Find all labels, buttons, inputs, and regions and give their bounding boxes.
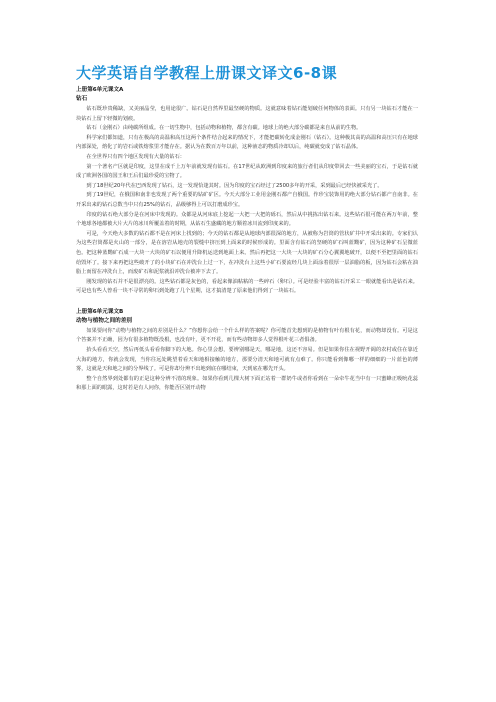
paragraph: 整个自然界到处都有的正是这种分辨不清的现象。如果你看到几棵大树下面正站着一群奶牛或者你看到在一朵牵牛花当中有一只蜜蜂正吸吮花蕊和那上面的眼露，这时若是有人问你，你能否区别开动物 — [76, 375, 418, 392]
section-a-subtitle: 钻石 — [76, 96, 88, 102]
paragraph: 刚发现的钻石并不是很漂亮的。这些钻石都是灰色的，看起来像油粘粘的一些碎石（卵石）。可是经验丰富的钻石开采工一眼就能看出是钻石来。可是也有些人曾看一块不寻常的卵石到处跑了几个星期，这才搞清楚了原来他们得到了一块钻石。 — [76, 278, 418, 295]
paragraph: 印度的钻石绝大部分是在河床中发现的。众都是从河床底上挖起一大把一大把的砾石，然后从中挑拣出钻石来。这些钻石很可能在两万年前，整个地球各地都被大片大片的冰川所覆盖着的时期，从钻石生盛藏的地方顺着冰川流到印度来的。 — [76, 211, 418, 228]
paragraph: 钻石（金刚石）由纯碳所组成。在一切生物中，包括动物和植物，都含有碳。地球上的绝大部分碳都是来自从前的生物。 — [86, 125, 362, 132]
paragraph: 抬头看看天空，然后再低头看看你脚下的大地。你心里会想，要辨别哪是天，哪是地，这还不容易。但是如果你住在视野开阔的农村或住在靠近大海的地方，你就会发现，当你往远处眺望着看天和地相接触的地方，那要分清天和地可就有点难了。你只能看到像哪一样的细细的一片蓝色的薄雾，这就是天和地之间的分界线了。可是你却分辨不出地到底在哪结束，天到底在哪先开头。 — [76, 347, 418, 373]
paragraph: 第一个著名产区就是印度，这里在成千上万年前就发现有钻石。在17世纪从欧洲到印度来的旅行者们从印度带回去一些美丽的宝石，于是钻石就成了欧洲各国的国王和王后们最珍爱的宝物了。 — [76, 163, 418, 180]
paragraph: 在全世界只有四个地区发现有大量的钻石： — [86, 153, 185, 160]
section-b-heading: 上册第6单元课文B — [76, 308, 124, 315]
paragraph: 到了18世纪20年代在巴西发现了钻石，这一发现恰逢其时。因为印度的宝石经过了2500多年的开采，采到最后已经快被采光了。 — [86, 182, 383, 189]
section-b-subtitle: 动物与植物之间的差别 — [76, 317, 132, 324]
paragraph: 科学家们都知道，只有在极高的高温和高压这两个条件结合起来的情况下，才能把碳转化成金刚石（钻石）。这种极其高的高温和高压只有在地球内部深处，熔化了的岩石或铁熔浆里才能存在。据认为在数百万年以前，这种液态的物质冷却以后，纯碳就变成了钻石晶体。 — [76, 134, 418, 151]
paragraph: 到了19世纪，在俄国和南非也发现了两个重要的钻矿矿区。今天大部分工业用金刚石都产自俄国。作珍宝装饰用的绝大部分钻石都产自南非。在开采出来的钻石总数当中只有25%的钻石，品级够得上可以打磨成珍宝。 — [76, 192, 418, 208]
section-spacer — [76, 297, 418, 308]
document-title: 大学英语自学教程上册课文译文6-8课 — [76, 64, 338, 82]
document-body — [76, 86, 418, 394]
paragraph: 如果要问你“动物与植物之间的差别是什么？”你想你会给一个什么样的答案呢？你可能首先想到的是植物有叶有根有花，而动物却没有。可是这个答案并不正确，因为有很多植物既没根，也没有叶，更不开花，而有些动物却多人觉得根叶花三者俱备。 — [76, 327, 418, 344]
section-a-heading: 上册第6单元课文A — [76, 87, 124, 93]
paragraph: 钻石既珍贵稀缺，又美丽晶莹，也用途很广。钻石是自然界里最坚硬的物质。这就意味着钻石能划破任何物体的表面。只有另一块钻石才能在一块钻石上留下轻微的划痕。 — [76, 106, 418, 122]
paragraph: 可是，今天绝大多数的钻石都不是在河床上找到的；今天的钻石都是从地球内部很深的地方，从被称为岩筒的管状矿井中开采出来的。专家们认为这些岩筒都是火山的一部分，是在溶岩从地壳的裂缝中挤压到上面来的时候形成的。里面含有钻石的坚硬的矿石叫蓝黝矿，因为这种矿石呈微蓝色。把这种蓝黝矿石成一大块一大块的矿石以便用升降机运送到地面上来。然后再把这一大块一大块的矿石分心翼翼地破开，以便不至把里面的钻石给毁坏了。接下来再把这些破开了的小块矿石在冲洗台上过一下，在冲洗台上这些小矿石要流经几块上面涂着很厚一层油脂的板，因为钻石会粘在油脂上而留在冲洗台上，而废矿石和泥浆就沿冲洗台被冲下去了。 — [76, 230, 418, 276]
